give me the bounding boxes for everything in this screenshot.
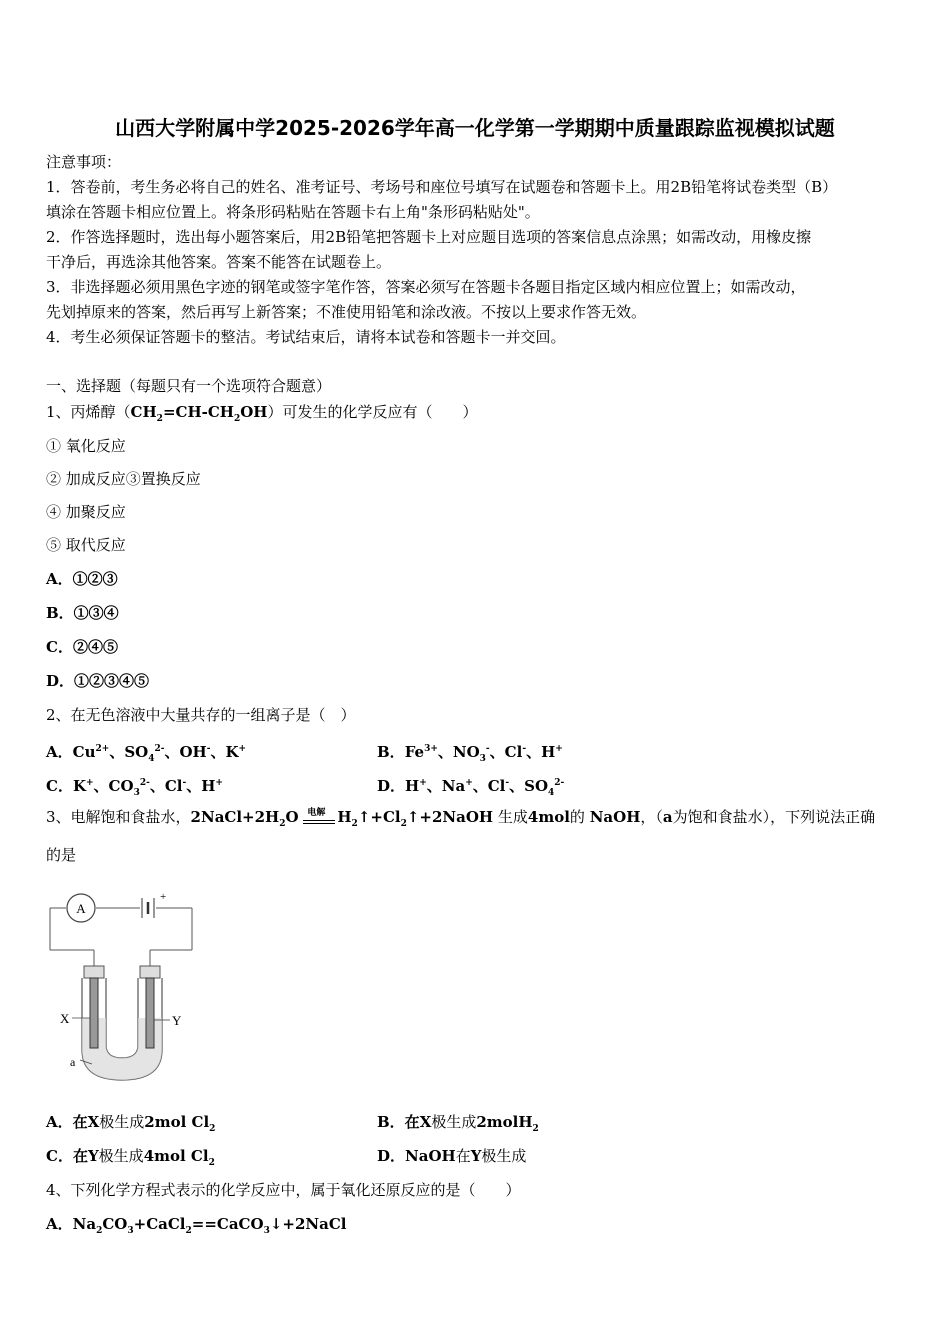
q1-option-d: D．①②③④⑤ (46, 672, 150, 690)
q3-option-d: D．NaOH在Y极生成 (377, 1147, 527, 1165)
note-3b: 先划掉原来的答案，然后再写上新答案；不准使用铅笔和涂改液。不按以上要求作答无效。 (46, 303, 647, 321)
note-1b: 填涂在答题卡相应位置上。将条形码粘贴在答题卡右上角"条形码粘贴处"。 (46, 203, 540, 221)
note-1a: 1．答卷前，考生务必将自己的姓名、准考证号、考场号和座位号填写在试题卷和答题卡上。用2B铅笔将试卷类型（B） (46, 178, 838, 196)
label-y: Y (172, 1013, 182, 1028)
section-heading: 一、选择题（每题只有一个选项符合题意） (46, 377, 332, 395)
note-2b: 干净后，再选涂其他答案。答案不能答在试题卷上。 (46, 253, 392, 271)
note-2a: 2．作答选择题时，选出每小题答案后，用2B铅笔把答题卡上对应题目选项的答案信息点涂黑；如需改动，用橡皮擦 (46, 228, 812, 246)
q1-option-a: A．①②③ (46, 570, 118, 588)
right-stopper (140, 966, 160, 978)
battery-plus: + (160, 891, 167, 903)
q2-option-c: C．K+、$CO_3^{2-}$、Cl-、H+ (46, 777, 223, 798)
q4-stem: 4、下列化学方程式表示的化学反应中，属于氧化还原反应的是（ ） (46, 1181, 521, 1199)
notes-heading: 注意事项： (46, 153, 122, 171)
q1-formula: $CH_2=CH-CH_2OH$ (130, 403, 268, 424)
ammeter-label: A (76, 901, 86, 916)
q1-reaction-3: ④ 加聚反应 (46, 503, 126, 521)
note-4: 4．考生必须保证答题卡的整洁。考试结束后，请将本试卷和答题卡一并交回。 (46, 328, 566, 346)
q1-stem-pre: 1、丙烯醇（ (46, 403, 131, 421)
u-tube-electrolysis-figure (44, 880, 200, 1086)
q1-option-b: B．①③④ (46, 604, 119, 622)
exam-title: 山西大学附属中学2025-2026学年高一化学第一学期期中质量跟踪监视模拟试题 (115, 116, 835, 140)
q3-option-c: C．在Y极生成4mol $Cl_2$ (46, 1147, 215, 1168)
left-stopper (84, 966, 104, 978)
q1-stem-post: ）可发生的化学反应有（ ） (267, 403, 478, 421)
q3-stem: 3、电解饱和食盐水，$2NaCl+2H_2O$ 电解 $H_2↑+Cl_2↑+2NaOH$ 生成4mol的 NaOH，（a为饱和食盐水），下列说法正确 (46, 808, 876, 829)
q2-option-a: A．$Cu^{2+}$、$SO_4^{2-}$、OH-、K+ (46, 743, 247, 764)
note-3a: 3．非选择题必须用黑色字迹的钢笔或签字笔作答，答案必须写在答题卡各题目指定区域内相应位置上；如需改动， (46, 278, 806, 296)
q4-option-a: A．$Na_2CO_3+CaCl_2==CaCO_3↓+2NaCl$ (46, 1215, 347, 1236)
q1-reaction-4: ⑤ 取代反应 (46, 536, 126, 554)
q2-option-b: B．$Fe^{3+}$、$NO_3^-$、Cl-、H+ (377, 743, 563, 764)
q1-option-c: C．②④⑤ (46, 638, 118, 656)
label-a: a (70, 1055, 76, 1069)
q1-stem (46, 402, 477, 429)
q3-option-a: A．在X极生成2mol $Cl_2$ (46, 1113, 216, 1134)
electrolysis-arrow: 电解 (303, 810, 337, 826)
label-x: X (60, 1011, 70, 1026)
q3-option-b: B．在X极生成2molH$_2$ (377, 1113, 539, 1134)
q2-stem: 2、在无色溶液中大量共存的一组离子是（ ） (46, 706, 356, 724)
q3-stem-line2: 的是 (46, 846, 77, 864)
electrode-x (90, 978, 98, 1048)
q1-reaction-2: ② 加成反应③置换反应 (46, 470, 201, 488)
electrode-y (146, 978, 154, 1048)
q1-reaction-1: ① 氧化反应 (46, 437, 126, 455)
q2-option-d: D．H+、Na+、Cl-、$SO_4^{2-}$ (377, 777, 565, 798)
